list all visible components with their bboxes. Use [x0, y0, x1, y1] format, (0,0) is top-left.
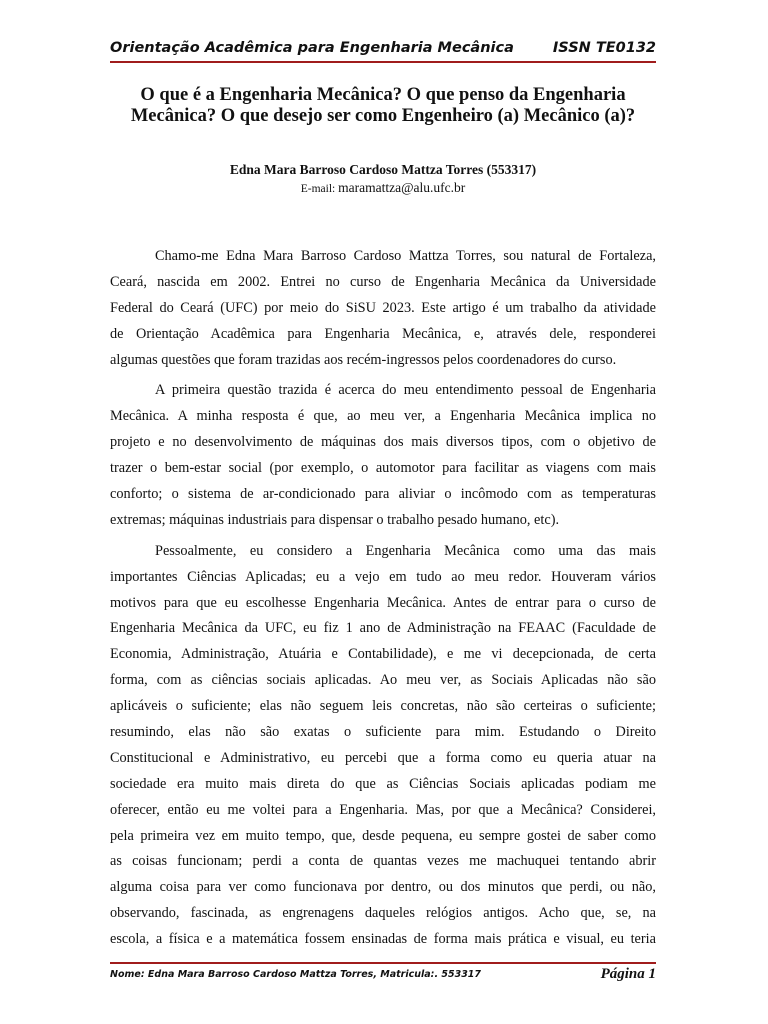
paragraph-line: Economia, Administração, Atuária e Contabilidade), e me vi decepcionada, de certa — [110, 646, 656, 663]
running-footer — [110, 966, 656, 983]
paragraph-line: Mecânica. A minha resposta é que, ao meu ver, a Engenharia Mecânica implica no — [110, 408, 656, 425]
author-name: Edna Mara Barroso Cardoso Mattza Torres (553317) — [229, 162, 537, 177]
paragraph-line: pela primeira vez em muito tempo, que, desde pequena, eu sempre gostei de saber como — [110, 827, 656, 844]
paragraph-line: A primeira questão trazida é acerca do meu entendimento pessoal de Engenharia — [155, 382, 656, 399]
paragraph-line: Federal do Ceará (UFC) por meio do SiSU 2023. Este artigo é um trabalho da atividade — [110, 299, 656, 316]
paragraph-line: alguma coisa para ver como funcionava por dentro, ou dos minutos que perdi, ou não, — [110, 879, 656, 896]
paragraph-line: motivos para que eu escolhesse Engenharia Mecânica. Antes de entrar para o curso de — [110, 594, 656, 611]
paragraph-line: sociedade era muito mais direta do que as Ciências Sociais aplicadas podiam me — [110, 775, 656, 792]
paragraph-line: oferecer, então eu me voltei para a Engenharia. Mas, por que a Mecânica? Considerei, — [110, 801, 656, 818]
header-rule — [110, 61, 656, 63]
title-line-1: O que é a Engenharia Mecânica? O que penso da Engenharia — [140, 85, 626, 105]
paragraph-line: Ceará, nascida em 2002. Entrei no curso de Engenharia Mecânica da Universidade — [110, 273, 656, 290]
email-address: maramattza@alu.ufc.br — [338, 180, 466, 195]
footer-author-info: Nome: Edna Mara Barroso Cardoso Mattza Torres, Matricula:. 553317 — [110, 969, 482, 980]
page-number: Página 1 — [600, 966, 656, 982]
paragraph-line: Chamo-me Edna Mara Barroso Cardoso Mattza Torres, sou natural de Fortaleza, — [155, 248, 656, 264]
author-email — [100, 180, 666, 196]
running-header — [110, 40, 656, 56]
paragraph-line: escola, a física e a matemática fossem ensinadas de forma mais prática e visual, eu teria — [110, 931, 656, 948]
article-body — [110, 244, 656, 953]
paragraph — [110, 378, 656, 533]
paragraph-line: forma, com as ciências sociais aplicadas. Ao meu ver, as Sociais Aplicadas não são — [110, 672, 656, 689]
paragraph-line: importantes Ciências Aplicadas; eu a vejo em tudo ao meu redor. Houveram vários — [110, 568, 656, 585]
header-issn: ISSN TE0132 — [552, 40, 656, 56]
paragraph-line: observando, fascinada, as engrenagens daqueles relógios antigos. Acho que, se, na — [110, 905, 656, 922]
paragraph-line: trazer o bem-estar social (por exemplo, o automotor para facilitar as viagens com mais — [110, 460, 656, 477]
paragraph-line: conforto; o sistema de ar-condicionado para aliviar o incômodo com as temperaturas — [110, 486, 656, 503]
paragraph-line: algumas questões que foram trazidas aos recém-ingressos pelos coordenadores do curso. — [110, 351, 617, 368]
article-title — [100, 85, 666, 127]
paragraph-line: resumindo, elas não são exatas o suficiente para mim. Estudando o Direito — [110, 724, 656, 741]
paragraph-line: Constitucional e Administrativo, eu percebi que a forma como eu queria atuar na — [110, 749, 656, 766]
paragraph — [110, 539, 656, 953]
title-line-2: Mecânica? O que desejo ser como Engenheiro (a) Mecânico (a)? — [130, 106, 636, 126]
paragraph — [110, 244, 656, 373]
footer-rule — [110, 962, 656, 964]
paragraph-line: aplicáveis o suficiente; elas não seguem leis concretas, não são certeiras o suficiente; — [110, 698, 656, 715]
paragraph-line: projeto e no desenvolvimento de máquinas dos mais diversos tipos, com o objetivo de — [110, 434, 656, 451]
header-journal-title: Orientação Acadêmica para Engenharia Mecânica — [110, 40, 514, 56]
paragraph-line: Pessoalmente, eu considero a Engenharia Mecânica como uma das mais — [155, 542, 656, 559]
paragraph-line: Engenharia Mecânica da UFC, eu fiz 1 ano de Administração na FEAAC (Faculdade de — [110, 620, 656, 637]
paragraph-line: as coisas funcionam; perdi a conta de quantas vezes me machuquei tentando abrir — [110, 853, 656, 870]
paragraph-line: extremas; máquinas industriais para dispensar o trabalho pesado humano, etc). — [110, 511, 560, 528]
email-label: E-mail: — [300, 183, 336, 195]
paragraph-line: de Orientação Acadêmica para Engenharia Mecânica, e, através dele, responderei — [110, 325, 656, 342]
